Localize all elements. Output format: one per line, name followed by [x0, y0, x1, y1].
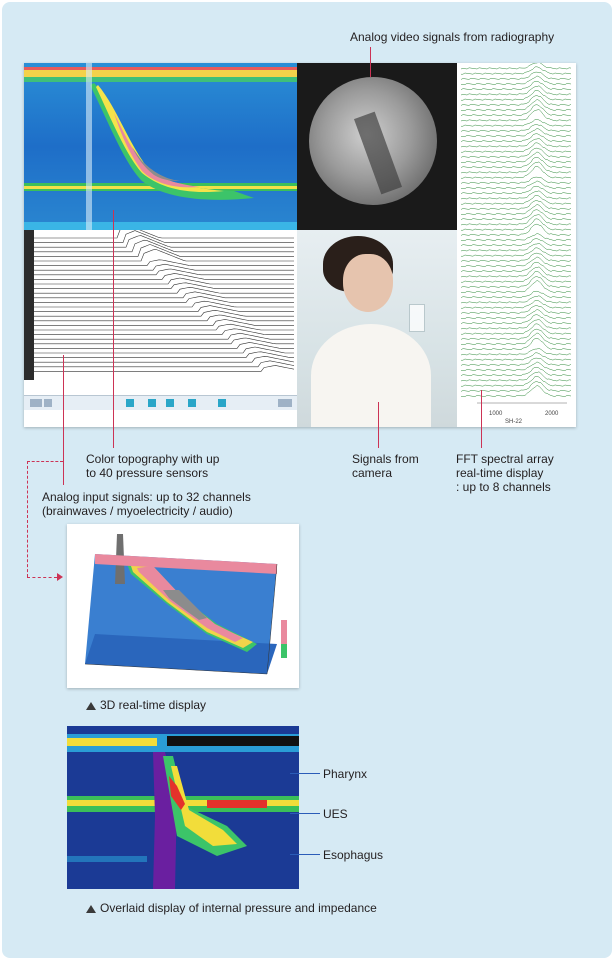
player-control-step-back[interactable] — [44, 399, 52, 407]
color-topography — [24, 63, 297, 230]
leader-radiography — [370, 47, 371, 77]
label-camera-2: camera — [352, 466, 393, 480]
leader-esophagus — [290, 854, 320, 855]
overlay-heatmap — [67, 726, 299, 889]
label-analog-2: (brainwaves / myoelectricity / audio) — [42, 504, 233, 518]
camera-person-face — [343, 254, 393, 312]
leader-ues — [290, 813, 320, 814]
radiography-view — [297, 63, 457, 230]
leader-analog-dashed-v — [27, 461, 28, 577]
caption-3d — [86, 698, 206, 712]
label-camera-1: Signals from — [352, 452, 419, 466]
fft-tick-1000: 1000 — [489, 411, 503, 417]
label-fft-2: real-time display — [456, 466, 544, 480]
display-3d — [67, 524, 299, 688]
leader-camera — [378, 402, 379, 448]
leader-analog — [63, 355, 64, 485]
overlay-display — [67, 726, 299, 889]
camera-view — [297, 230, 457, 427]
leader-analog-dashed-h — [27, 461, 63, 462]
triangle-up-icon — [86, 702, 96, 710]
caption-overlay-text: Overlaid display of internal pressure and impedance — [100, 901, 377, 915]
display-3d-surface — [67, 524, 299, 688]
timeline-marker[interactable] — [188, 399, 196, 407]
leader-analog-dashed-h2 — [27, 577, 57, 578]
label-topography-1: Color topography with up — [86, 452, 220, 466]
leader-topography — [113, 210, 114, 448]
label-analog-1: Analog input signals: up to 32 channels — [42, 490, 251, 504]
fft-tick-2000: 2000 — [545, 411, 559, 417]
arrow-right-icon — [57, 573, 63, 581]
leader-pharynx — [290, 773, 320, 774]
analog-traces — [24, 230, 297, 395]
caption-overlay — [86, 901, 377, 915]
player-control-skip-end[interactable] — [278, 399, 292, 407]
label-topography-2: to 40 pressure sensors — [86, 466, 209, 480]
timeline-marker[interactable] — [218, 399, 226, 407]
player-control-skip-start[interactable] — [30, 399, 42, 407]
label-esophagus: Esophagus — [323, 848, 384, 862]
label-fft-1: FFT spectral array — [456, 452, 554, 466]
fft-unit-label: SH-22 — [505, 419, 523, 425]
timeline-marker[interactable] — [166, 399, 174, 407]
label-pharynx: Pharynx — [323, 767, 368, 781]
player-bar[interactable] — [24, 395, 297, 410]
fft-spectral-array — [457, 63, 576, 427]
camera-glass — [409, 304, 425, 332]
timeline-marker[interactable] — [126, 399, 134, 407]
caption-3d-text: 3D real-time display — [100, 698, 207, 712]
timeline-marker[interactable] — [148, 399, 156, 407]
label-fft-3: : up to 8 channels — [456, 480, 551, 494]
label-radiography: Analog video signals from radiography — [350, 30, 555, 44]
composite-screen — [24, 63, 576, 427]
label-ues: UES — [323, 807, 348, 821]
leader-fft — [481, 390, 482, 448]
triangle-up-icon — [86, 905, 96, 913]
camera-person-robe — [311, 324, 431, 427]
